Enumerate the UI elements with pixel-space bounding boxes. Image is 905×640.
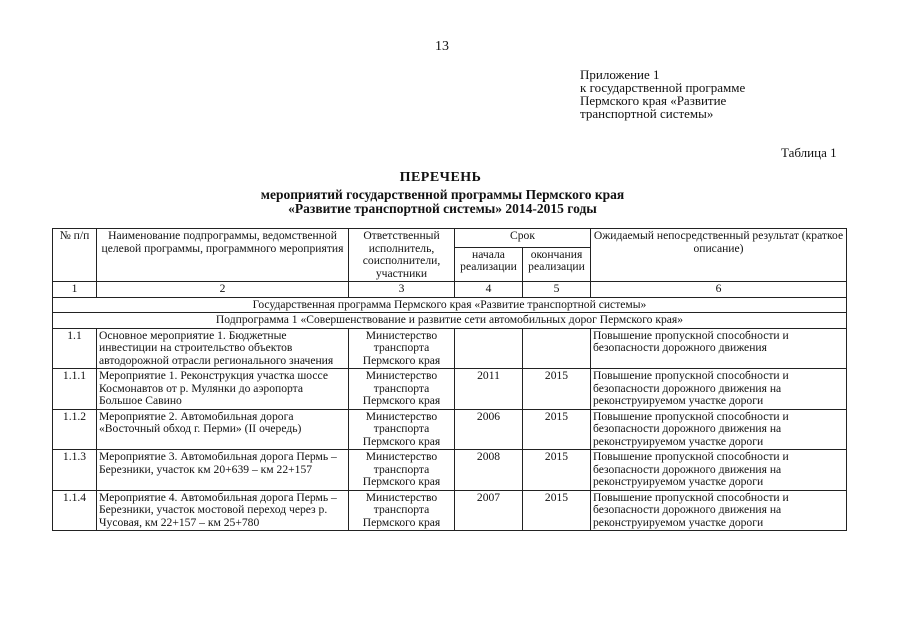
appendix-line: Приложение 1 <box>580 67 660 82</box>
document-subtitle <box>0 188 895 216</box>
row-end <box>523 328 591 369</box>
appendix-line: транспортной системы» <box>580 106 714 121</box>
row-num: 1.1.1 <box>53 369 97 410</box>
column-number: 2 <box>97 282 349 298</box>
row-end: 2015 <box>523 409 591 450</box>
row-end: 2015 <box>523 490 591 531</box>
page-number: 13 <box>435 39 449 54</box>
subprogram-row <box>53 313 847 329</box>
header-row <box>53 229 847 248</box>
row-executor: Министерство транспорта Пермского края <box>349 450 455 491</box>
table-row <box>53 450 847 491</box>
column-number: 3 <box>349 282 455 298</box>
row-name: Мероприятие 1. Реконструкция участка шоссе Космонавтов от р. Мулянки до аэропорта Большое Савино <box>97 369 349 410</box>
column-number: 4 <box>455 282 523 298</box>
appendix-line: к государственной программе <box>580 80 746 95</box>
row-executor: Министерство транспорта Пермского края <box>349 369 455 410</box>
row-start: 2006 <box>455 409 523 450</box>
row-num: 1.1.3 <box>53 450 97 491</box>
header-start: начала реализации <box>455 247 523 281</box>
table-row <box>53 369 847 410</box>
row-start <box>455 328 523 369</box>
measures-table <box>52 228 847 531</box>
row-name: Мероприятие 3. Автомобильная дорога Пермь – Березники, участок км 20+639 – км 22+157 <box>97 450 349 491</box>
column-number: 6 <box>591 282 847 298</box>
row-start: 2011 <box>455 369 523 410</box>
row-executor: Министерство транспорта Пермского края <box>349 328 455 369</box>
row-num: 1.1.2 <box>53 409 97 450</box>
row-name: Мероприятие 2. Автомобильная дорога «Восточный обход г. Перми» (II очередь) <box>97 409 349 450</box>
row-name: Основное мероприятие 1. Бюджетные инвестиции на строительство объектов автодорожной отрасли регионального значения <box>97 328 349 369</box>
column-number-row <box>53 282 847 298</box>
row-end: 2015 <box>523 450 591 491</box>
appendix-note <box>580 68 745 120</box>
subtitle-line: «Развитие транспортной системы» 2014-2015 годы <box>288 201 597 216</box>
row-result: Повышение пропускной способности и безопасности дорожного движения на реконструируемом участке дороги <box>591 450 847 491</box>
header-result: Ожидаемый непосредственный результат (краткое описание) <box>591 229 847 282</box>
row-result: Повышение пропускной способности и безопасности дорожного движения на реконструируемом участке дороги <box>591 409 847 450</box>
subtitle-line: мероприятий государственной программы Пермского края <box>260 187 625 202</box>
row-num: 1.1.4 <box>53 490 97 531</box>
row-executor: Министерство транспорта Пермского края <box>349 409 455 450</box>
header-executor: Ответственный исполнитель, соисполнители, участники <box>349 229 455 282</box>
row-start: 2007 <box>455 490 523 531</box>
row-result: Повышение пропускной способности и безопасности дорожного движения на реконструируемом участке дороги <box>591 369 847 410</box>
column-number: 5 <box>523 282 591 298</box>
row-result: Повышение пропускной способности и безопасности дорожного движения на реконструируемом участке дороги <box>591 490 847 531</box>
program-title: Государственная программа Пермского края «Развитие транспортной системы» <box>53 297 847 313</box>
program-row <box>53 297 847 313</box>
header-num: № п/п <box>53 229 97 282</box>
table-row <box>53 328 847 369</box>
header-end: окончания реализации <box>523 247 591 281</box>
subprogram-title: Подпрограмма 1 «Совершенствование и развитие сети автомобильных дорог Пермского края» <box>53 313 847 329</box>
table-row <box>53 490 847 531</box>
table-label: Таблица 1 <box>781 145 837 160</box>
header-term: Срок <box>455 229 591 248</box>
row-result: Повышение пропускной способности и безопасности дорожного движения <box>591 328 847 369</box>
row-executor: Министерство транспорта Пермского края <box>349 490 455 531</box>
table-row <box>53 409 847 450</box>
row-num: 1.1 <box>53 328 97 369</box>
document-heading: ПЕРЕЧЕНЬ <box>399 170 482 185</box>
header-name: Наименование подпрограммы, ведомственной целевой программы, программного мероприятия <box>97 229 349 282</box>
appendix-line: Пермского края «Развитие <box>580 93 727 108</box>
row-start: 2008 <box>455 450 523 491</box>
row-end: 2015 <box>523 369 591 410</box>
row-name: Мероприятие 4. Автомобильная дорога Пермь – Березники, участок мостовой переход через р. Чусовая, км 22+157 – км 25+780 <box>97 490 349 531</box>
column-number: 1 <box>53 282 97 298</box>
